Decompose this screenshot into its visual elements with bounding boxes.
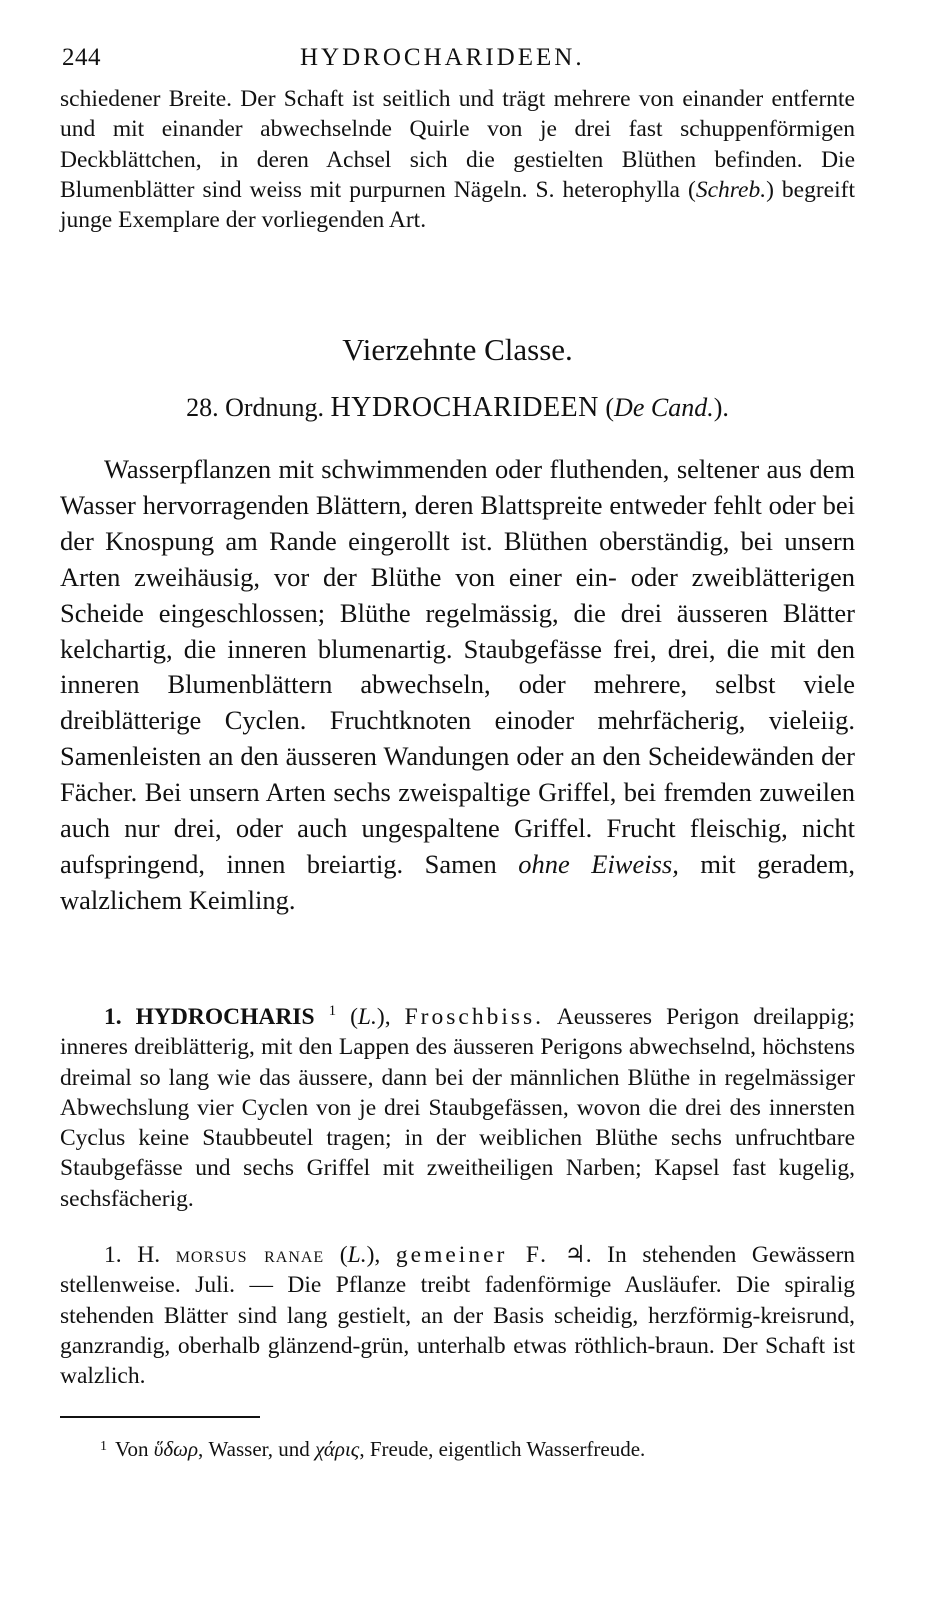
species-name: morsus ranae: [175, 1242, 325, 1268]
footnote-text-mid: , Wasser, und: [198, 1437, 316, 1461]
continuation-text: schiedener Breite. Der Schaft ist seitlich und trägt mehrere von einander entfernte und mit einander abwechselnde Quirle von je drei fast schuppenförmigen Deckblättchen, in deren Achsel sich die gestielten Blüthen befinden. Die Blumenblätter sind weiss mit purpurnen Nägeln. S. heterophylla (: [60, 86, 855, 203]
genus-footnote-ref: 1: [328, 1003, 337, 1019]
footnote-greek-joy: χάρις: [315, 1437, 360, 1461]
species-entry: 1. H. morsus ranae (L.), gemeiner F. ♃. In stehenden Gewässern stellenweise. Juli. — Die Pflanze treibt fadenförmige Ausläufer. Die spiralig stehenden Blätter sind lang gestielt, an der Basis scheidig, herzförmig-kreisrund, ganzrandig, oberhalb glänzend-grün, unterhalb etwas röthlich-braun. Der Schaft ist walzlich.: [60, 1242, 856, 1390]
genus-name: 1. HYDROCHARIS: [104, 1004, 315, 1030]
page-header: [60, 44, 855, 84]
species-author: L.: [347, 1242, 367, 1268]
continuation-paragraph: [60, 84, 855, 266]
running-title: HYDROCHARIDEEN.: [300, 44, 585, 71]
species-common-name: gemeiner F.: [395, 1242, 549, 1268]
footnote: [100, 1433, 860, 1463]
order-paren-open: (: [598, 393, 615, 422]
footnote-greek-water: ὕδωρ: [153, 1437, 199, 1461]
perennial-symbol: ♃: [564, 1242, 586, 1268]
continuation-author: Schreb.: [695, 176, 767, 203]
genus-entry: 1. HYDROCHARIS $^1$ (L.), Froschbiss. Aeusseres Perigon dreilappig; inneres dreiblätterig, mit den Lappen des äusseren Perigons abwechselnd, höchstens dreimal so lang wie das äussere, dann bei der männlichen Blüthe in regelmässiger Abwechslung vier Cyclen von je drei Staubgefässen, wovon die drei des innersten Cyclus keine Staubbeutel tragen; in der weiblichen Blüthe sechs unfruchtbare Staubgefässe und sechs Griffel mit zweitheiligen Narben; Kapsel fast kugelig, sechsfächerig.: [60, 1003, 855, 1212]
order-description: [60, 452, 855, 919]
footnote-rule: [60, 1416, 260, 1418]
order-author: De Cand.: [614, 393, 714, 422]
order-description-text: Wasserpflanzen mit schwimmenden oder fluthenden, seltener aus dem Wasser hervorragenden Blättern, deren Blattspreite entweder fehlt oder bei der Knospung am Rande eingerollt ist. Blüthen oberständig, bei unsern Arten zweihäusig, vor der Blüthe von einer ein- oder zweiblätterigen Scheide eingeschlossen; Blüthe regelmässig, die drei äusseren Blätter kelchartig, die inneren blumenartig. Staubgefässe frei, drei, die mit den inneren Blumenblättern abwechseln, oder mehrere, selbst viele dreiblätterige Cyclen. Fruchtknoten einoder mehrfächerig, vieleiig. Samenleisten an den äusseren Wandungen oder an den Scheidewänden der Fächer. Bei unsern Arten sechs zweispaltige Griffel, bei fremden zuweilen auch nur drei, oder auch ungespaltene Griffel. Frucht fleischig, nicht aufspringend, innen breiartig. Samen: [60, 454, 855, 879]
page-number: 244: [62, 44, 101, 71]
species-description: In stehenden Gewässern stellenweise. Juli. — Die Pflanze treibt fadenförmige Ausläufer. Die spiralig stehenden Blätter sind lang gestielt, an der Basis scheidig, herzförmig-kreisrund, ganzrandig, oberhalb glänzend-grün, unterhalb etwas röthlich-braun. Der Schaft ist walzlich.: [60, 1242, 856, 1390]
footnote-text: Von: [115, 1437, 154, 1461]
book-page: [60, 44, 856, 1461]
genus-common-name: Froschbiss.: [404, 1004, 545, 1030]
order-paren-close: ).: [713, 393, 729, 422]
class-title: Vierzehnte Classe.: [342, 332, 573, 367]
genus-author: L.: [357, 1004, 377, 1030]
order-description-text-end: mit geradem, walzlichem Keimling.: [60, 848, 855, 915]
order-prefix: 28. Ordnung.: [186, 393, 325, 422]
footnote-text-end: , Freude, eigentlich Wasserfreude.: [359, 1437, 646, 1461]
order-name: HYDROCHARIDEEN: [330, 392, 599, 423]
genus-description: Aeusseres Perigon dreilappig; inneres dreiblätterig, mit den Lappen des äusseren Perigons abwechselnd, höchstens dreimal so lang wie das äussere, dann bei der männlichen Blüthe in regelmässiger Abwechslung vier Cyclen von je drei Staubgefässen, wovon die drei des innersten Cyclus keine Staubbeutel tragen; in der weiblichen Blüthe sechs unfruchtbare Staubgefässe und sechs Griffel mit zweitheiligen Narben; Kapsel fast kugelig, sechsfächerig.: [60, 1004, 855, 1212]
order-description-emphasis: ohne Eiweiss,: [518, 848, 679, 879]
order-title: [60, 392, 855, 424]
species-number: 1. H.: [104, 1242, 161, 1268]
continuation-text-end: ) begreift junge Exemplare der vorliegenden Art.: [60, 176, 855, 234]
footnote-mark: 1: [100, 1439, 107, 1454]
